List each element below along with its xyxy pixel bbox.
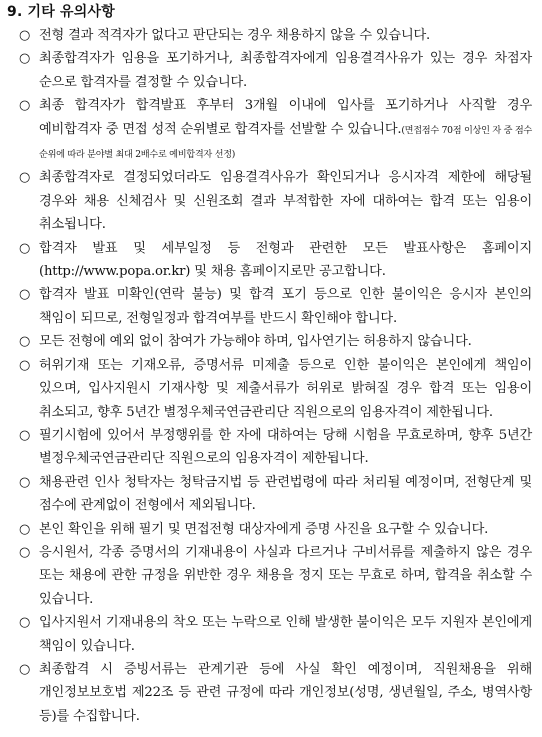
list-item <box>7 611 532 658</box>
list-item <box>7 518 532 541</box>
list-item <box>7 47 532 94</box>
bullet-circle-icon: ○ <box>19 544 31 560</box>
bullet-circle-icon: ○ <box>19 28 31 43</box>
bullet-circle-icon: ○ <box>19 427 31 443</box>
list-item <box>7 283 532 330</box>
list-item-text: 응시원서, 각종 증명서의 기재내용이 사실과 다르거나 구비서류를 제출하지 않은 경우 또는 채용에 관한 규정을 위반한 경우 채용을 정지 또는 무효로 하며, 합격을 취소할 수 있습니다. <box>39 544 532 607</box>
bullet-circle-icon: ○ <box>19 334 31 350</box>
list-item-text: 합격자 발표 미확인(연락 불능) 및 합격 포기 등으로 인한 불이익은 응시자 본인의 책임이 되므로, 전형일정과 합격여부를 반드시 확인해야 합니다. <box>39 287 532 326</box>
list-item-text: 최종 합격자가 합격발표 후부터 3개월 이내에 입사를 포기하거나 사직할 경우 예비합격자 중 면접 성적 순위별로 합격자를 선발할 수 있습니다. <box>39 98 532 137</box>
list-item <box>7 166 532 236</box>
list-item-text: 최종합격 시 증빙서류는 관계기관 등에 사실 확인 예정이며, 직원채용을 위해 개인정보보호법 제22조 등 관련 규정에 따라 개인정보(성명, 생년월일, 주소, 병역사항 등)를 수집합니다. <box>39 661 532 724</box>
list-item-text: 허위기재 또는 기재오류, 증명서류 미제출 등으로 인한 불이익은 본인에게 책임이 있으며, 입사지원시 기재사항 및 제출서류가 허위로 밝혀질 경우 합격 또는 임용이 취소되고, 향후 5년간 별정우체국연금관리단 직원으로의 임용자격이 제한됩니다. <box>39 357 532 420</box>
list-item <box>7 237 532 284</box>
bullet-circle-icon: ○ <box>19 240 31 256</box>
bullet-circle-icon: ○ <box>19 474 31 490</box>
list-item-text: 전형 결과 적격자가 없다고 판단되는 경우 채용하지 않을 수 있습니다. <box>39 28 431 43</box>
list-item-text: 최종합격자가 임용을 포기하거나, 최종합격자에게 임용결격사유가 있는 경우 차점자 순으로 합격자를 결정할 수 있습니다. <box>39 51 532 90</box>
bullet-circle-icon: ○ <box>19 357 31 373</box>
list-item-text: 모든 전형에 예외 없이 참여가 가능해야 하며, 입사연기는 허용하지 않습니다. <box>39 334 472 350</box>
list-item <box>7 471 532 518</box>
bullet-circle-icon: ○ <box>19 287 31 303</box>
bullet-circle-icon: ○ <box>19 521 31 537</box>
notice-list <box>7 24 532 728</box>
list-item-text: 채용관련 인사 청탁자는 청탁금지법 등 관련법령에 따라 처리될 예정이며, 전형단계 및 점수에 관계없이 전형에서 제외됩니다. <box>39 474 532 514</box>
bullet-circle-icon: ○ <box>19 51 31 67</box>
list-item <box>7 94 532 166</box>
list-item <box>7 658 532 728</box>
section-title: 9. 기타 유의사항 <box>7 4 115 20</box>
bullet-circle-icon: ○ <box>19 170 31 186</box>
list-item-text: 본인 확인을 위해 필기 및 면접전형 대상자에게 증명 사진을 요구할 수 있습니다. <box>39 521 489 537</box>
list-item <box>7 330 532 353</box>
list-item-text: 최종합격자로 결정되었더라도 임용결격사유가 확인되거나 응시자격 제한에 해당될 경우와 채용 신체검사 및 신원조회 결과 부적합한 자에 대하여는 합격 또는 임용이 취소됩니다. <box>39 170 532 233</box>
list-item <box>7 541 532 611</box>
list-item <box>7 354 532 424</box>
list-item-text: 입사지원서 기재내용의 착오 또는 누락으로 인해 발생한 불이익은 모두 지원자 본인에게 책임이 있습니다. <box>39 615 532 654</box>
bullet-circle-icon: ○ <box>19 661 31 677</box>
bullet-circle-icon: ○ <box>19 615 31 631</box>
list-item-text: 합격자 발표 및 세부일정 등 전형과 관련한 모든 발표사항은 홈페이지 (http://www.popa.or.kr) 및 채용 홈페이지로만 공고합니다. <box>39 240 532 280</box>
list-item-note: (면접점수 70점 이상인 자 중 점수 순위에 따라 분야별 최대 2배수로 예비합격자 선정) <box>39 124 532 161</box>
list-item <box>7 24 532 47</box>
bullet-circle-icon: ○ <box>19 98 31 114</box>
list-item <box>7 424 532 471</box>
list-item-text: 필기시험에 있어서 부정행위를 한 자에 대하여는 당해 시험을 무효로하며, 향후 5년간 별정우체국연금관리단 직원으로의 임용자격이 제한됩니다. <box>39 427 532 467</box>
